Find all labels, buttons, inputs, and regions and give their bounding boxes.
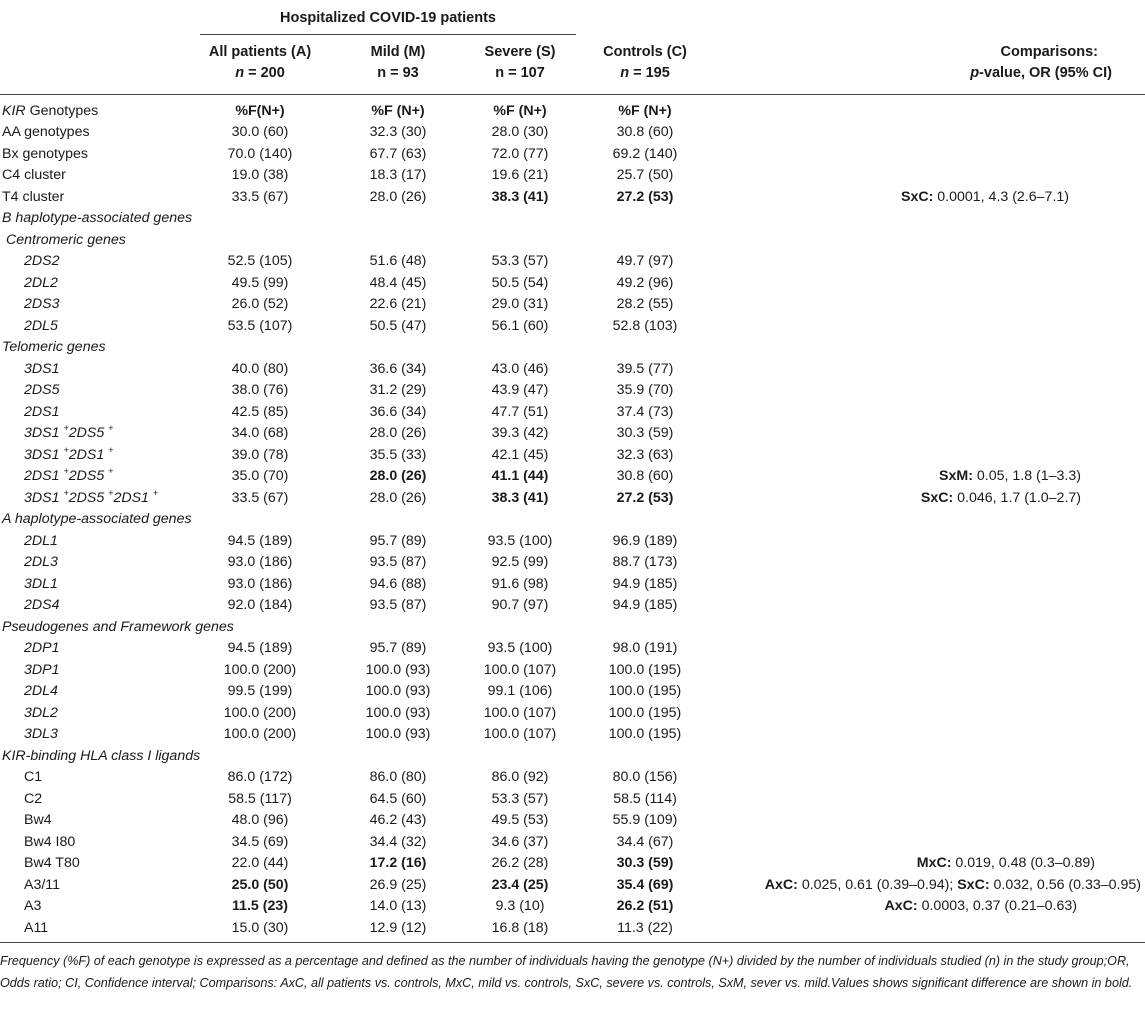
table-row: 2DS2 52.5 (105) 51.6 (48) 53.3 (57) 49.7 (97)	[24, 253, 674, 269]
table-row: C4 cluster 19.0 (38) 18.3 (17) 19.6 (21) 25.7 (50)	[2, 167, 674, 183]
section-heading: Telomeric genes	[2, 339, 106, 355]
group-title: Hospitalized COVID-19 patients	[280, 10, 496, 26]
col-header-comparisons: Comparisons: p-value, OR (95% CI)	[970, 44, 1112, 81]
header-rule	[0, 94, 1145, 95]
section-heading: A haplotype-associated genes	[2, 511, 192, 527]
table-row: 3DS1 +2DS1 + 39.0 (78) 35.5 (33) 42.1 (45) 32.3 (63)	[24, 444, 674, 463]
table-row: Bw4 I80 34.5 (69) 34.4 (32) 34.6 (37) 34.4 (67)	[24, 833, 674, 850]
table-row: 2DS5 38.0 (76) 31.2 (29) 43.9 (47) 35.9 (70)	[24, 382, 674, 398]
table-row: Bw4 48.0 (96) 46.2 (43) 49.5 (53) 55.9 (109)	[24, 812, 678, 828]
table-row: 3DS1 40.0 (80) 36.6 (34) 43.0 (46) 39.5 (77)	[24, 360, 674, 377]
table-row: 3DL1 93.0 (186) 94.6 (88) 91.6 (98) 94.9 (185)	[24, 575, 678, 592]
table-row: 2DS3 26.0 (52) 22.6 (21) 29.0 (31) 28.2 (55)	[24, 296, 674, 312]
table-row: 2DL3 93.0 (186) 93.5 (87) 92.5 (99) 88.7 (173)	[24, 554, 678, 570]
table-footnote: Frequency (%F) of each genotype is expressed as a percentage and defined as the number of individuals having the genotype (N+) divided by the number of individuals studied (n) in the study group;OR, Odds ratio; CI, Confidence interval; Comparisons: AxC, all patients vs. controls, MxC, mild vs. controls, SxC, severe vs. controls, SxM, sever vs. mild.Values shows significant difference are shown in bold.	[0, 954, 1133, 990]
col-header-controls: Controls (C) n = 195	[603, 44, 687, 81]
table-row: Bw4 T80 22.0 (44) 17.2 (16) 26.2 (28) 30.3 (59) MxC: 0.019, 0.48 (0.3–0.89)	[24, 855, 1095, 871]
table-row: 2DL1 94.5 (189) 95.7 (89) 93.5 (100) 96.9 (189)	[24, 532, 678, 549]
table-header	[0, 0, 1145, 100]
table-row: 2DP1 94.5 (189) 95.7 (89) 93.5 (100) 98.0 (191)	[24, 640, 678, 656]
table-row: 3DL2 100.0 (200) 100.0 (93) 100.0 (107) 100.0 (195)	[24, 704, 682, 721]
table-row: Bx genotypes 70.0 (140) 67.7 (63) 72.0 (77) 69.2 (140)	[2, 145, 678, 162]
table-row: 3DL3 100.0 (200) 100.0 (93) 100.0 (107) 100.0 (195)	[24, 726, 682, 742]
table-row: C2 58.5 (117) 64.5 (60) 53.3 (57) 58.5 (114)	[24, 790, 677, 807]
table-row: A3/11 25.0 (50) 26.9 (25) 23.4 (25) 35.4 (69) AxC: 0.025, 0.61 (0.39–0.94); SxC: 0.032, 0.56 (0.33–0.95)	[24, 876, 1141, 893]
table-row: KIR Genotypes %F(N+) %F (N+) %F (N+) %F (N+)	[2, 103, 672, 119]
section-heading: KIR-binding HLA class I ligands	[2, 747, 201, 764]
section-heading: Centromeric genes	[6, 231, 126, 248]
table-row: A11 15.0 (30) 12.9 (12) 16.8 (18) 11.3 (22)	[24, 919, 673, 936]
table-row: 3DP1 100.0 (200) 100.0 (93) 100.0 (107) 100.0 (195)	[24, 661, 682, 678]
col-header-mild: Mild (M) n = 93	[370, 44, 426, 81]
table-row: 2DL2 49.5 (99) 48.4 (45) 50.5 (54) 49.2 (96)	[24, 274, 674, 291]
table-row: 2DS4 92.0 (184) 93.5 (87) 90.7 (97) 94.9 (185)	[24, 597, 678, 613]
section-heading: B haplotype-associated genes	[2, 210, 193, 226]
table-row: 2DL5 53.5 (107) 50.5 (47) 56.1 (60) 52.8 (103)	[24, 317, 678, 334]
table-row: 3DS1 +2DS5 + 34.0 (68) 28.0 (26) 39.3 (42) 30.3 (59)	[24, 423, 674, 441]
table-row: 2DS1 42.5 (85) 36.6 (34) 47.7 (51) 37.4 (73)	[24, 403, 674, 420]
footer-rule	[0, 942, 1145, 943]
table-row: AA genotypes 30.0 (60) 32.3 (30) 28.0 (30) 30.8 (60)	[2, 124, 674, 140]
col-header-all: All patients (A) n = 200	[208, 44, 312, 81]
table-row: 3DS1 +2DS5 +2DS1 + 33.5 (67) 28.0 (26) 38.3 (41) 27.2 (53) SxC: 0.046, 1.7 (1.0–2.7)	[24, 487, 1081, 506]
table-row: 2DL4 99.5 (199) 100.0 (93) 99.1 (106) 100.0 (195)	[24, 683, 682, 699]
table-row: C1 86.0 (172) 86.0 (80) 86.0 (92) 80.0 (156)	[24, 769, 678, 785]
col-header-severe: Severe (S) n = 107	[484, 44, 556, 81]
table-row: 2DS1 +2DS5 + 35.0 (70) 28.0 (26) 41.1 (44) 30.8 (60) SxM: 0.05, 1.8 (1–3.3)	[24, 466, 1081, 484]
table-row: A3 11.5 (23) 14.0 (13) 9.3 (10) 26.2 (51) AxC: 0.0003, 0.37 (0.21–0.63)	[24, 898, 1077, 914]
group-underline	[200, 34, 576, 35]
section-heading: Pseudogenes and Framework genes	[2, 618, 234, 635]
table-row: T4 cluster 33.5 (67) 28.0 (26) 38.3 (41) 27.2 (53) SxC: 0.0001, 4.3 (2.6–7.1)	[2, 188, 1069, 205]
